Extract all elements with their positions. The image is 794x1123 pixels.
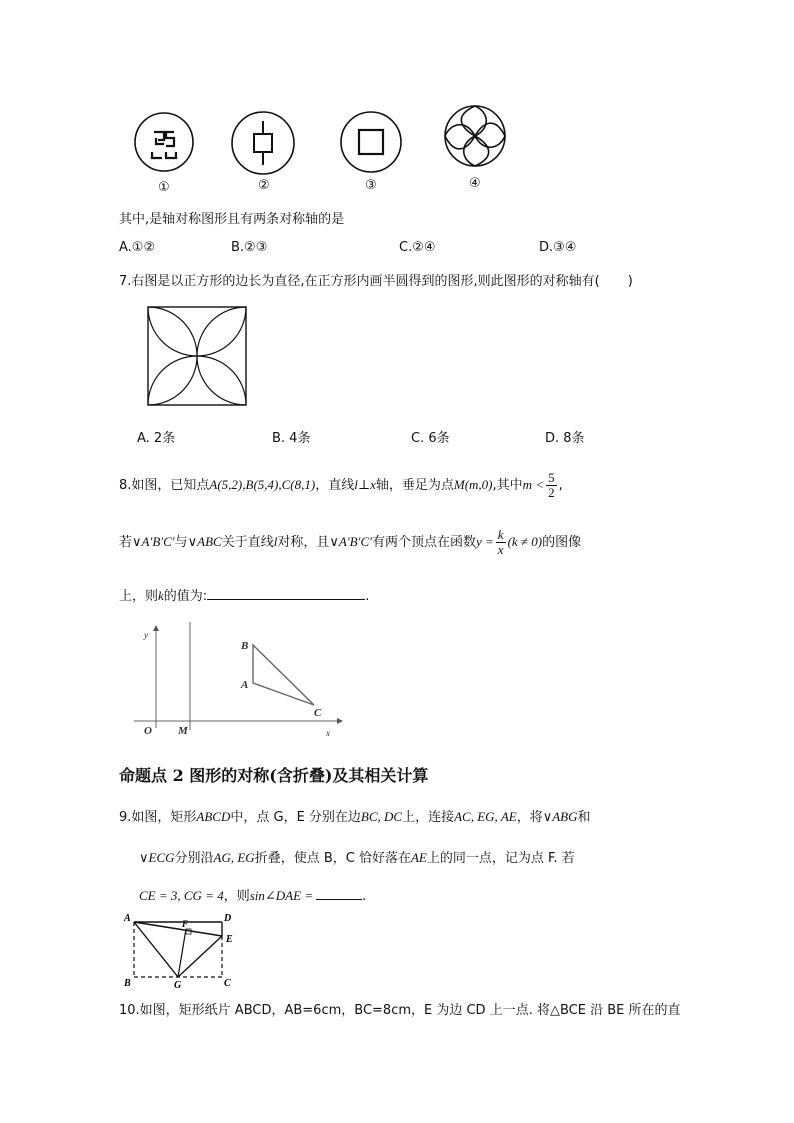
q6-option-a[interactable]: A.①② (119, 240, 156, 255)
q7-close-paren: ) (627, 274, 633, 289)
q8-line-l-2: l (273, 534, 278, 549)
q8-point-b: B(5,4) (245, 477, 279, 492)
q8-y-label: y (144, 630, 148, 640)
q9-text-2a: 分别沿 (174, 851, 214, 866)
q9-text-1e: 和 (577, 810, 591, 825)
coin-label-1: ① (158, 180, 170, 195)
q8-text-e: , (558, 478, 563, 493)
q8-k-den: x (497, 542, 504, 557)
q8-x-label: x (326, 728, 330, 738)
q9-cond: CE = 3, CG = 4 (139, 888, 224, 903)
q9-b-label: B (124, 978, 131, 989)
q8-text-d: ,其中 (492, 478, 523, 493)
q7-prompt-text: 7.右图是以正方形的边长为直径,在正方形内画半圆得到的图形,则此图形的对称轴有( (119, 274, 600, 289)
q8-y-eq: y = (476, 534, 494, 549)
q9-answer-blank[interactable] (316, 887, 362, 900)
q9-segs: AC, EG, AE (454, 809, 517, 824)
q6-option-c[interactable]: C.②④ (399, 240, 436, 255)
q8-k-cond: (k ≠ 0) (507, 534, 543, 549)
q7-option-b[interactable]: B. 4条 (272, 431, 311, 446)
q8-tri-abc: ∨ABC (187, 534, 222, 549)
q9-g-label: G (174, 980, 182, 991)
q9-text-1b: 中，点 G，E 分别在边 (230, 810, 361, 825)
q8-text-a: 8.如图，已知点 (119, 478, 210, 493)
q7-option-d[interactable]: D. 8条 (545, 431, 585, 446)
q9-rectangle-figure (120, 910, 250, 990)
q8-line-l: l (354, 477, 358, 492)
q9-text-1a: 9.如图，矩形 (119, 810, 197, 825)
coin-figure-4 (443, 106, 507, 170)
q9-text-1c: 上，连接 (402, 810, 455, 825)
coin-label-2: ② (258, 178, 270, 193)
q8-m-lt: m < (522, 477, 545, 492)
q8-point-m: M(m,0) (453, 477, 493, 492)
q9-text-2b: 折叠，使点 B，C 恰好落在 (254, 851, 411, 866)
q8-b-label: B (241, 640, 249, 652)
q8-point-a: A(5,2) (209, 477, 243, 492)
q9-rect: ABCD (196, 809, 231, 824)
q8-line-3 (119, 585, 369, 604)
q8-line-1 (119, 470, 563, 501)
q8-x-var: x (370, 477, 376, 492)
q8-text-3b: 的值为: (163, 589, 208, 604)
q8-text-2c: 关于直线 (221, 535, 274, 550)
q8-text-3a: 上，则 (119, 589, 159, 604)
q8-k-num: k (497, 527, 504, 542)
q9-text-3end: . (362, 889, 367, 904)
q8-k-fraction (496, 528, 506, 557)
q8-perp-symbol: ⊥ (357, 477, 371, 492)
q8-tri-prime-2: ∨A′B′C′ (329, 534, 372, 549)
q9-line-2 (139, 847, 575, 866)
q8-point-c: C(8,1) (281, 477, 316, 492)
coin-figure-1 (134, 112, 194, 176)
coin-figure-2 (230, 112, 296, 178)
q8-text-2e: 有两个顶点在函数 (371, 535, 476, 550)
coin-figure-3 (339, 112, 403, 176)
q9-d-label: D (224, 913, 232, 924)
q8-text-2f: 的图像 (542, 535, 582, 550)
q9-c-label: C (224, 978, 231, 989)
q9-tri-1: ∨ABG (542, 809, 578, 824)
q8-m-label: M (178, 725, 188, 737)
coin-label-3: ③ (365, 178, 377, 193)
q9-line-3 (139, 885, 366, 904)
q9-sides: BC, DC (360, 809, 403, 824)
q6-option-d[interactable]: D.③④ (539, 240, 577, 255)
q8-origin-label: O (144, 725, 152, 737)
q9-text-1d: ，将 (516, 810, 543, 825)
q7-option-c[interactable]: C. 6条 (411, 431, 450, 446)
section-title: 命题点 2 图形的对称(含折叠)及其相关计算 (119, 766, 429, 785)
q8-text-2a: 若 (119, 535, 133, 550)
q8-tri-prime-1: ∨A′B′C′ (132, 534, 175, 549)
q7-prompt (119, 270, 633, 289)
q9-folds: AG, EG (213, 850, 255, 865)
q9-e-label: E (226, 934, 233, 945)
q8-text-3end: . (365, 589, 370, 604)
q8-text-c: 轴，垂足为点 (375, 478, 454, 493)
q8-answer-blank[interactable] (207, 587, 365, 600)
q8-text-b: ，直线 (315, 478, 355, 493)
q8-line-2 (119, 527, 581, 558)
q8-sep-2: , (278, 477, 282, 492)
q8-sep-1: , (242, 477, 246, 492)
q8-coordinate-figure (128, 620, 358, 740)
q8-a-label: A (241, 679, 249, 691)
q8-text-2d: 对称，且 (277, 535, 330, 550)
q9-tri-2: ∨ECG (139, 850, 175, 865)
q9-f-label: F (182, 919, 189, 929)
q8-fraction (546, 471, 557, 500)
q9-text-2c: 上的同一点，记为点 F. 若 (426, 851, 575, 866)
q8-c-label: C (314, 707, 322, 719)
q8-text-2b: 与 (174, 535, 188, 550)
q6-option-b[interactable]: B.②③ (231, 240, 268, 255)
q6-prompt: 其中,是轴对称图形且有两条对称轴的是 (119, 212, 345, 227)
q7-square-figure (148, 307, 248, 407)
q10-text: 10.如图，矩形纸片 ABCD，AB=6cm，BC=8cm，E 为边 CD 上一点. 将△BCE 沿 BE 所在的直 (119, 1003, 681, 1018)
q9-ae: AE (410, 850, 427, 865)
q8-frac-num: 5 (548, 470, 555, 485)
q8-triangle-abc (253, 645, 314, 705)
q9-text-3a: ，则 (223, 889, 250, 904)
q7-option-a[interactable]: A. 2条 (137, 431, 176, 446)
q9-line-1 (119, 806, 591, 825)
q8-k-var: k (158, 588, 164, 603)
coin-label-4: ④ (469, 176, 481, 191)
q9-a-label: A (124, 913, 131, 924)
q8-frac-den: 2 (548, 485, 555, 500)
q9-sin: sin∠DAE = (249, 888, 314, 903)
